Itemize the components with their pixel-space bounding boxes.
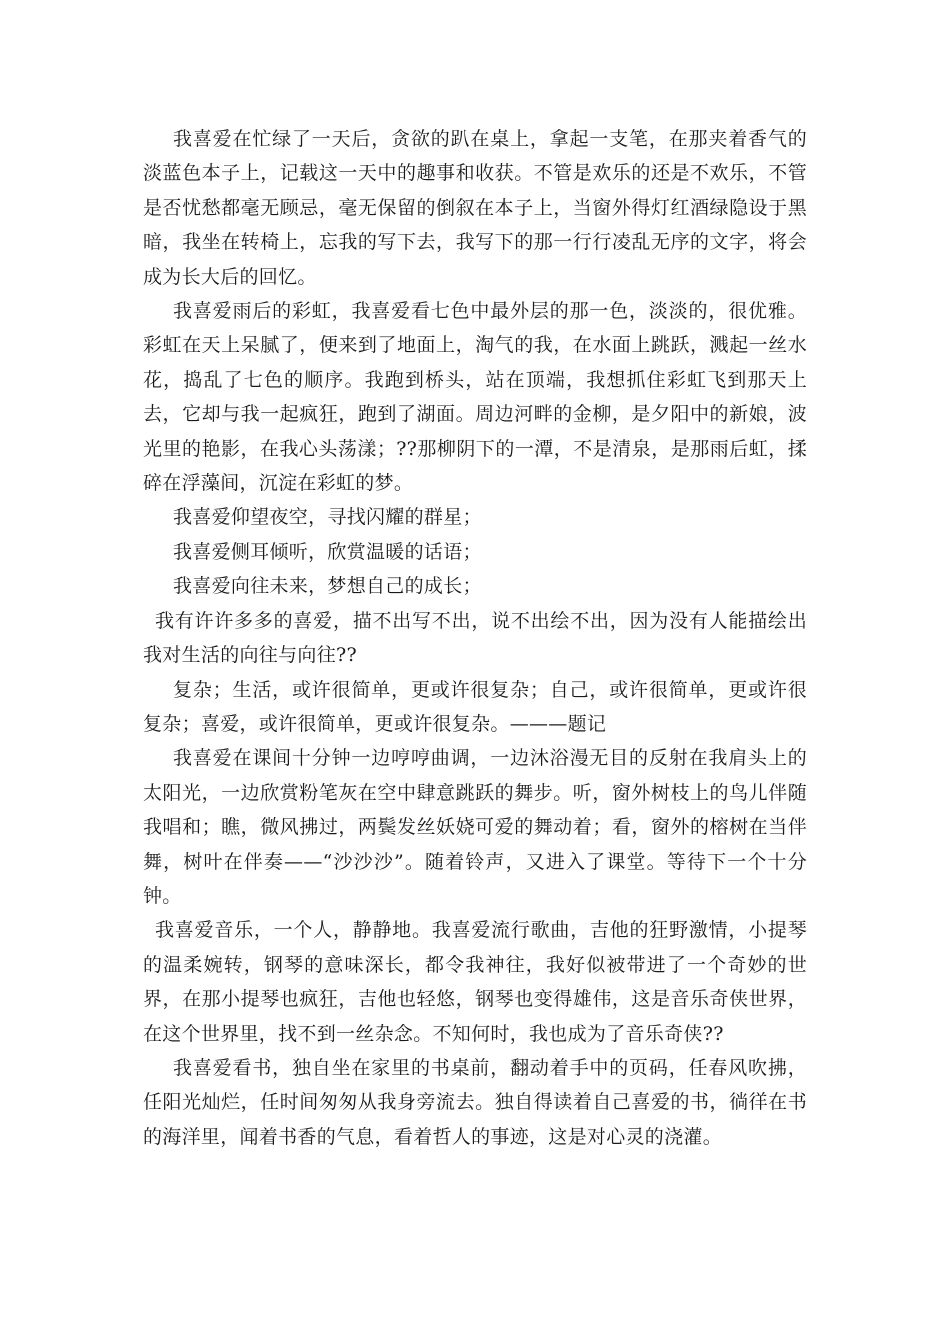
paragraph-recess: 我喜爱在课间十分钟一边哼哼曲调，一边沐浴漫无目的反射在我肩头上的太阳光，一边欣赏粉笔灰在空中肆意跳跃的舞步。听，窗外树枝上的鸟儿伴随我唱和；瞧，微风拂过，两鬓发丝妖娆可爱的舞动着；看，窗外的榕树在当伴舞，树叶在伴奏——“沙沙沙”。随着铃声，又进入了课堂。等待下一个十分钟。	[143, 747, 807, 907]
paragraph-night-sky: 我喜爱仰望夜空，寻找闪耀的群星；	[173, 506, 482, 529]
paragraph-many-loves: 我有许许多多的喜爱，描不出写不出，说不出绘不出，因为没有人能描绘出我对生活的向往与向往??	[143, 609, 807, 667]
paragraph-music: 我喜爱音乐，一个人，静静地。我喜爱流行歌曲，吉他的狂野激情，小提琴的温柔婉转，钢琴的意味深长，都令我神往，我好似被带进了一个奇妙的世界，在那小提琴也疯狂，吉他也轻悠，钢琴也变得雄伟，这是音乐奇侠世界，在这个世界里，找不到一丝杂念。不知何时，我也成为了音乐奇侠??	[143, 919, 807, 1045]
paragraph-reading: 我喜爱看书，独自坐在家里的书桌前，翻动着手中的页码，任春风吹拂，任阳光灿烂，任时间匆匆从我身旁流去。独自得读着自己喜爱的书，徜徉在书的海洋里，闻着书香的气息，看着哲人的事迹，这是对心灵的浇灌。	[143, 1056, 807, 1148]
document-body	[143, 122, 807, 1154]
paragraph-rainbow: 我喜爱雨后的彩虹，我喜爱看七色中最外层的那一色，淡淡的，很优雅。彩虹在天上呆腻了，便来到了地面上，淘气的我，在水面上跳跃，溅起一丝水花，捣乱了七色的顺序。我跑到桥头，站在顶端，我想抓住彩虹飞到那天上去，它却与我一起疯狂，跑到了湖面。周边河畔的金柳，是夕阳中的新娘，波光里的艳影，在我心头荡漾；??那柳阴下的一潭，不是清泉，是那雨后虹，揉碎在浮藻间，沉淀在彩虹的梦。	[143, 300, 807, 495]
paragraph-diary: 我喜爱在忙绿了一天后，贪欲的趴在桌上，拿起一支笔，在那夹着香气的淡蓝色本子上，记载这一天中的趣事和收获。不管是欢乐的还是不欢乐，不管是否忧愁都毫无顾忌，毫无保留的倒叙在本子上，当窗外得灯红酒绿隐设于黑暗，我坐在转椅上，忘我的写下去，我写下的那一行行凌乱无序的文字，将会成为长大后的回忆。	[143, 128, 807, 288]
paragraph-future: 我喜爱向往未来，梦想自己的成长；	[173, 575, 482, 598]
paragraph-epigraph: 复杂；生活，或许很简单，更或许很复杂；自己，或许很简单，更或许很复杂；喜爱，或许很简单，更或许很复杂。———题记	[143, 678, 807, 735]
paragraph-listen: 我喜爱侧耳倾听，欣赏温暖的话语；	[173, 540, 482, 563]
